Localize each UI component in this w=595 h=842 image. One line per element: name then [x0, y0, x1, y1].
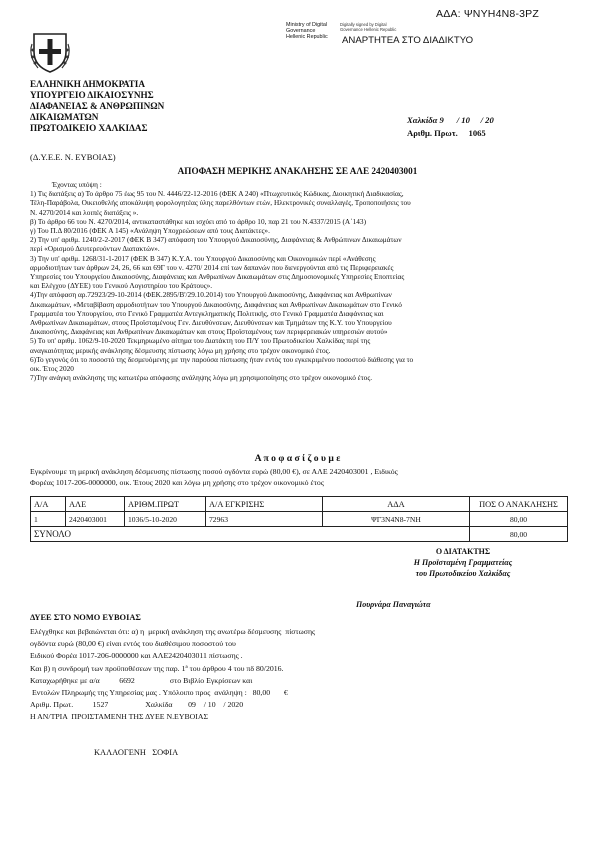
col-aa: Α/Α	[31, 497, 66, 512]
dyee-line: Και β) η συνδρομή των προϋποθέσεων της παρ. 1ª του άρθρου 4 του πδ 80/2016.	[30, 663, 284, 673]
dyee-line: Ειδικού Φορέα 1017-206-0000000 και ΑΛΕ2420403011 πίστωσης .	[30, 651, 243, 661]
consideration-line: 3) Την υπ' αριθμ. 1268/31-1-2017 (ΦΕΚ Β 347) Κ.Υ.Α. του Υπουργού Δικαιοσύνης και Οικονομικών περί «Ανάθεσης	[30, 253, 376, 263]
col-protocol: ΑΡΙΘΜ.ΠΡΩΤ	[125, 497, 206, 512]
protocol-line: Αριθμ. Πρωτ. 1065	[407, 128, 486, 138]
dyee-text	[30, 626, 315, 724]
authority-line: ΥΠΟΥΡΓΕΙΟ ΔΙΚΑΙΟΣΥΝΗΣ	[30, 90, 154, 100]
col-ale: ΑΛΕ	[66, 497, 125, 512]
consideration-line: 6)Το γεγονός ότι το ποσοστό της δεσμευόμενης με την παρούσα πίστωσης ήταν εντός του εγκεκριμένου ποσοστού διάθεσης για το	[30, 354, 414, 364]
col-ada: ΑΔΑ	[323, 497, 470, 512]
authority-line: ΠΡΩΤΟΔΙΚΕΙΟ ΧΑΛΚΙΔΑΣ	[30, 123, 148, 133]
cell-protocol: 1036/5-10-2020	[125, 512, 206, 527]
consideration-line: 5) Το υπ' αριθμ. 1062/9-10-2020 Τεκμηριωμένο αίτημα του Διατάκτη του Π/Υ του Πρωτοδικείου Χαλκίδας περί της	[30, 336, 371, 346]
table-header-row	[31, 497, 568, 512]
consideration-line: Γραμματέα του Υπουργείου, στο Γενικό Γραμματέα Αντεγκληματικής Πολιτικής, στο Γενικό Γραμματέα Διαφάνειας και	[30, 308, 384, 318]
decision-text	[30, 467, 398, 488]
authority-line: ΔΙΑΦΑΝΕΙΑΣ & ΑΝΘΡΩΠΙΝΩΝ	[30, 101, 165, 111]
dyee-line: Εντολών Πληρωμής της Υπηρεσίας μας . Υπόλοιπο προς ανάληψη : 80,00 €	[30, 688, 288, 698]
decision-line: Φορέας 1017-206-0000000, οικ. Έτους 2020 και λόγω μη χρήσης στο τρέχον οικονομικό έτος	[30, 477, 324, 487]
col-amount: ΠΟΣ Ο ΑΝΑΚΛΗΣΗΣ	[470, 497, 568, 512]
greek-emblem-icon	[30, 30, 70, 74]
dyee-line: Αριθμ. Πρωτ. 1527 Χαλκίδα 09 / 10 / 2020	[30, 700, 244, 710]
stamp-governance: Governance	[286, 28, 316, 34]
dyee-line: ογδόντα ευρώ (80,00 €) είναι εντός του διαθέσιμου ποσοστού του	[30, 639, 236, 649]
signatory-role: Η Προϊσταμένη Γραμματείας	[413, 558, 513, 567]
consideration-line: Τέλη-Παράβολα, Οικειοθελής αποκάλυψη φορολογητέας ύλης παρελθόντων ετών, Ηλεκτρονικές συναλλαγές, Τροποποιήσεις του	[30, 198, 411, 208]
dyee-line: Η ΑΝ/ΤΡΙΑ ΠΡΟΙΣΤΑΜΕΝΗ ΤΗΣ ΔΥΕΕ Ν.ΕΥΒΟΙΑΣ	[30, 712, 209, 722]
decision-line: Εγκρίνουμε τη μερική ανάκληση δέσμευσης πίστωσης ποσού ογδόντα ευρώ (80,00 €), σε ΑΛΕ 2420403001 , Ειδικός	[30, 467, 398, 476]
stamp-republic: Hellenic Republic	[286, 34, 328, 40]
table-row	[31, 512, 568, 527]
consideration-line: Έχοντας υπόψη :	[52, 180, 102, 189]
dyee-line: Ελέγχθηκε και βεβαιώνεται ότι: α) η μερική ανάκληση της ανωτέρω δέσμευσης πίστωσης	[30, 627, 316, 636]
consideration-line: 7)Την ανάγκη ανάκλησης της κατωτέρω απόφασης ανάληψης λόγω μη χρησιμοποίησης στο τρέχον οικονομικό έτος.	[30, 373, 373, 383]
posted-online-label: ΑΝΑΡΤΗΤΕΑ ΣΤΟ ΔΙΑΔΙΚΤΥΟ	[342, 35, 474, 46]
consideration-line: οικ. Έτος 2020	[30, 364, 74, 374]
cell-amount: 80,00	[470, 512, 568, 527]
signatory-court: του Πρωτοδικείου Χαλκίδας	[415, 569, 511, 578]
consideration-line: Ανθρωπίνων Δικαιωμάτων, στους Προϊσταμένους Γεν. Διευθύνσεων, Διευθύνσεων και Τμημάτων της Κ.Υ. του Υπουργείου	[30, 318, 392, 328]
consideration-line: 4)Την απόφαση αρ.72923/29-10-2014 (ΦΕΚ.2895/Β'/29.10.2014) του Υπουργού Δικαιοσύνης, Διαφάνειας και Ανθρωπίνων	[30, 290, 392, 300]
total-value: 80,00	[470, 527, 568, 542]
cell-aa: 1	[31, 512, 66, 527]
dyee-signer: ΚΑΛΑΟΓΕΝΗ ΣΟΦΙΑ	[94, 748, 179, 757]
dyee-line: Καταχωρήθηκε με α/α 6692 στο Βιβλίο Εγκρίσεων και	[30, 675, 253, 685]
consideration-line: αναγκαιότητας μερικής ανάκλησης δέσμευσης πίστωσης λόγω μη χρήσης στο τρέχον οικονομικό έτος.	[30, 345, 331, 355]
signatory-name: Πουρνάρα Παναγιώτα	[356, 600, 431, 609]
consideration-line: και Ελέγχου (ΔΥΕΕ) του Γενικού Λογιστηρίου του Κράτους».	[30, 281, 213, 291]
consideration-line: γ) Του Π.Δ 80/2016 (ΦΕΚ Α 145) «Ανάληψη Υποχρεώσεων από τους Διατάκτες».	[30, 226, 270, 236]
signatory-block	[388, 546, 538, 579]
consideration-line: αρμοδιοτήτων των άρθρων 24, 26, 66 και 69Γ του ν. 4270/ 2014 επί των δαπανών που διενεργούνται από τις Περιφερειακές	[30, 262, 394, 272]
ada-code: ΑΔΑ: ΨΝΥΗ4Ν8-3ΡΖ	[435, 8, 539, 20]
decision-title: ΑΠΟΦΑΣΗ ΜΕΡΙΚΗΣ ΑΝΑΚΛΗΣΗΣ ΣΕ ΑΛΕ 2420403001	[177, 166, 418, 176]
authority-block	[30, 79, 164, 134]
recall-table	[30, 496, 568, 542]
col-approval: Α/Α ΕΓΚΡΙΣΗΣ	[206, 497, 323, 512]
consideration-line: 1) Τις διατάξεις α) Το άρθρο 75 έως 95 του Ν. 4446/22-12-2016 (ΦΕΚ Α 240) «Πτωχευτικός Κώδικας, Διοικητική Διαδικασίας,	[30, 189, 404, 199]
considerations	[30, 180, 570, 382]
service-label: (Δ.Υ.Ε.Ε. Ν. ΕΥΒΟΙΑΣ)	[30, 152, 116, 162]
cell-ale: 2420403001	[66, 512, 125, 527]
stamp-ministry: Ministry of Digital	[286, 22, 328, 28]
total-label: ΣΥΝΟΛΟ	[31, 527, 470, 542]
consideration-line: Δικαιωμάτων, «Μεταβίβαση αρμοδιοτήτων του Υπουργού Δικαιοσύνης, Διαφάνειας και Ανθρωπίνων Δικαιωμάτων στο Γενικό	[30, 299, 402, 309]
date-line: Χαλκίδα 9 / 10 / 20	[407, 115, 494, 125]
authority-line: ΕΛΛΗΝΙΚΗ ΔΗΜΟΚΡΑΤΙΑ	[30, 79, 145, 89]
consideration-line: Ν. 4270/2014 και λοιπές διατάξεις ».	[30, 207, 139, 217]
signatory-title: Ο ΔΙΑΤΑΚΤΗΣ	[435, 547, 491, 556]
consideration-line: Υπηρεσίες του Υπουργείου Δικαιοσύνης, Διαφάνειας και Ανθρωπίνων Δικαιωμάτων στις Δημοσιονομικές Υπηρεσίες Εποπτείας	[30, 272, 405, 282]
consideration-line: β) Το άρθρο 66 του Ν. 4270/2014, αντικαταστάθηκε και ισχύει από το άρθρο 10, παρ 21 του Ν.4337/2015 (Α΄143)	[30, 216, 367, 226]
cell-ada: ΨΓ3Ν4Ν8-7ΝΗ	[323, 512, 470, 527]
table-total-row	[31, 527, 568, 542]
consideration-line: περί «Ορισμού Δευτερευόντων Διατακτών».	[30, 244, 160, 254]
decide-heading: Α π ο φ α σ ί ζ ο υ μ ε	[254, 453, 341, 464]
diavgeia-stamp	[286, 22, 526, 56]
consideration-line: 2) Την υπ' αριθμ. 1240/2-2-2017 (ΦΕΚ Β 347) απόφαση του Υπουργού Δικαιοσύνης, Διαφάνειας & Ανθρώπινων Δικαιωμάτων	[30, 235, 402, 245]
dyee-heading: ΔΥΕΕ ΣΤΟ ΝΟΜΟ ΕΥΒΟΙΑΣ	[30, 613, 141, 622]
stamp-signature-overlay: Digitally signed by Digital Governance Hellenic Republic	[340, 22, 397, 32]
authority-line: ΔΙΚΑΙΩΜΑΤΩΝ	[30, 112, 99, 122]
cell-approval: 72963	[206, 512, 323, 527]
consideration-line: Δικαιοσύνης, Διαφάνειας και Ανθρωπίνων Δικαιωμάτων και στους Προϊσταμένους των περιφερειακών υπηρεσιών αυτού»	[30, 327, 388, 337]
